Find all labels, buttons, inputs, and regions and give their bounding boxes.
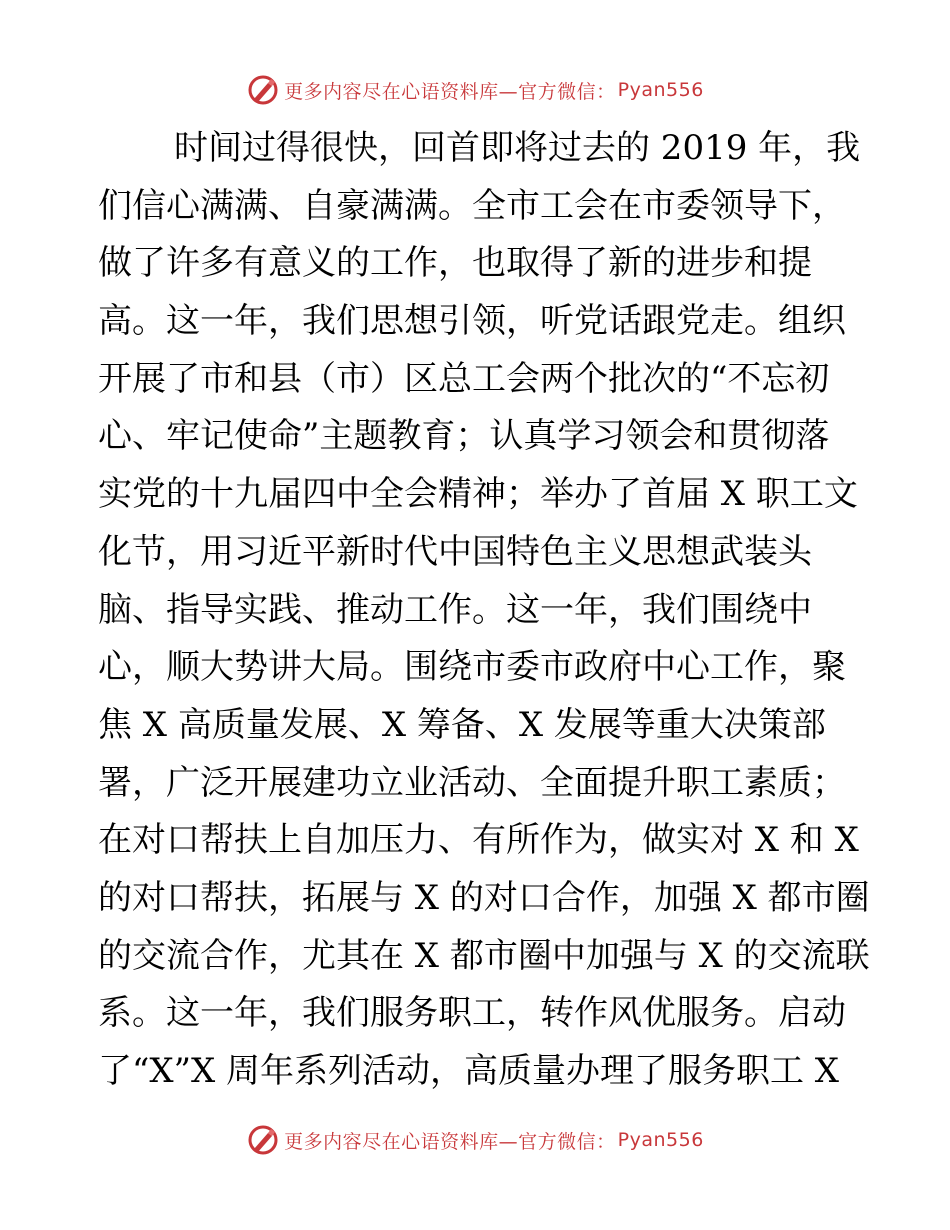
paragraph-line: 实党的十九届四中全会精神；举办了首届 X 职工文 xyxy=(98,474,858,515)
pen-circle-logo-icon xyxy=(246,1123,280,1157)
paragraph-line: 开展了市和县（市）区总工会两个批次的“不忘初 xyxy=(98,358,830,399)
paragraph-line: 心，顺大势讲大局。围绕市委市政府中心工作，聚 xyxy=(98,647,846,688)
paragraph-line: 焦 X 高质量发展、X 筹备、X 发展等重大决策部 xyxy=(98,704,826,745)
watermark-text: 更多内容尽在心语资料库—官方微信： xyxy=(284,1130,616,1153)
watermark-handle: Pyan556 xyxy=(617,79,704,101)
paragraph-line: 在对口帮扶上自加压力、有所作为，做实对 X 和 X xyxy=(98,820,859,861)
paragraph-line: 脑、指导实践、推动工作。这一年，我们围绕中 xyxy=(98,589,812,630)
paragraph-line: 了“X”X 周年系列活动，高质量办理了服务职工 X xyxy=(98,1051,839,1091)
footer-watermark xyxy=(0,1120,950,1160)
paragraph-line: 的对口帮扶，拓展与 X 的对口合作，加强 X 都市圈 xyxy=(98,877,870,918)
paragraph-line: 心、牢记使命”主题教育；认真学习领会和贯彻落 xyxy=(98,416,830,457)
document-body xyxy=(98,120,870,1101)
paragraph-line: 高。这一年，我们思想引领，听党话跟党走。组织 xyxy=(98,301,846,342)
watermark-text: 更多内容尽在心语资料库—官方微信： xyxy=(284,80,616,103)
watermark-handle: Pyan556 xyxy=(617,1129,704,1151)
header-watermark xyxy=(0,70,950,110)
paragraph-line: 署，广泛开展建功立业活动、全面提升职工素质； xyxy=(98,762,846,803)
paragraph-line: 们信心满满、自豪满满。全市工会在市委领导下， xyxy=(98,185,846,226)
paragraph-line: 做了许多有意义的工作，也取得了新的进步和提 xyxy=(98,243,812,284)
paragraph-line: 系。这一年，我们服务职工，转作风优服务。启动 xyxy=(98,993,846,1034)
paragraph-line: 时间过得很快，回首即将过去的 2019 年，我 xyxy=(174,128,861,168)
pen-circle-logo-icon xyxy=(246,73,280,107)
paragraph-line: 的交流合作，尤其在 X 都市圈中加强与 X 的交流联 xyxy=(98,935,870,976)
paragraph-line: 化节，用习近平新时代中国特色主义思想武装头 xyxy=(98,531,812,572)
